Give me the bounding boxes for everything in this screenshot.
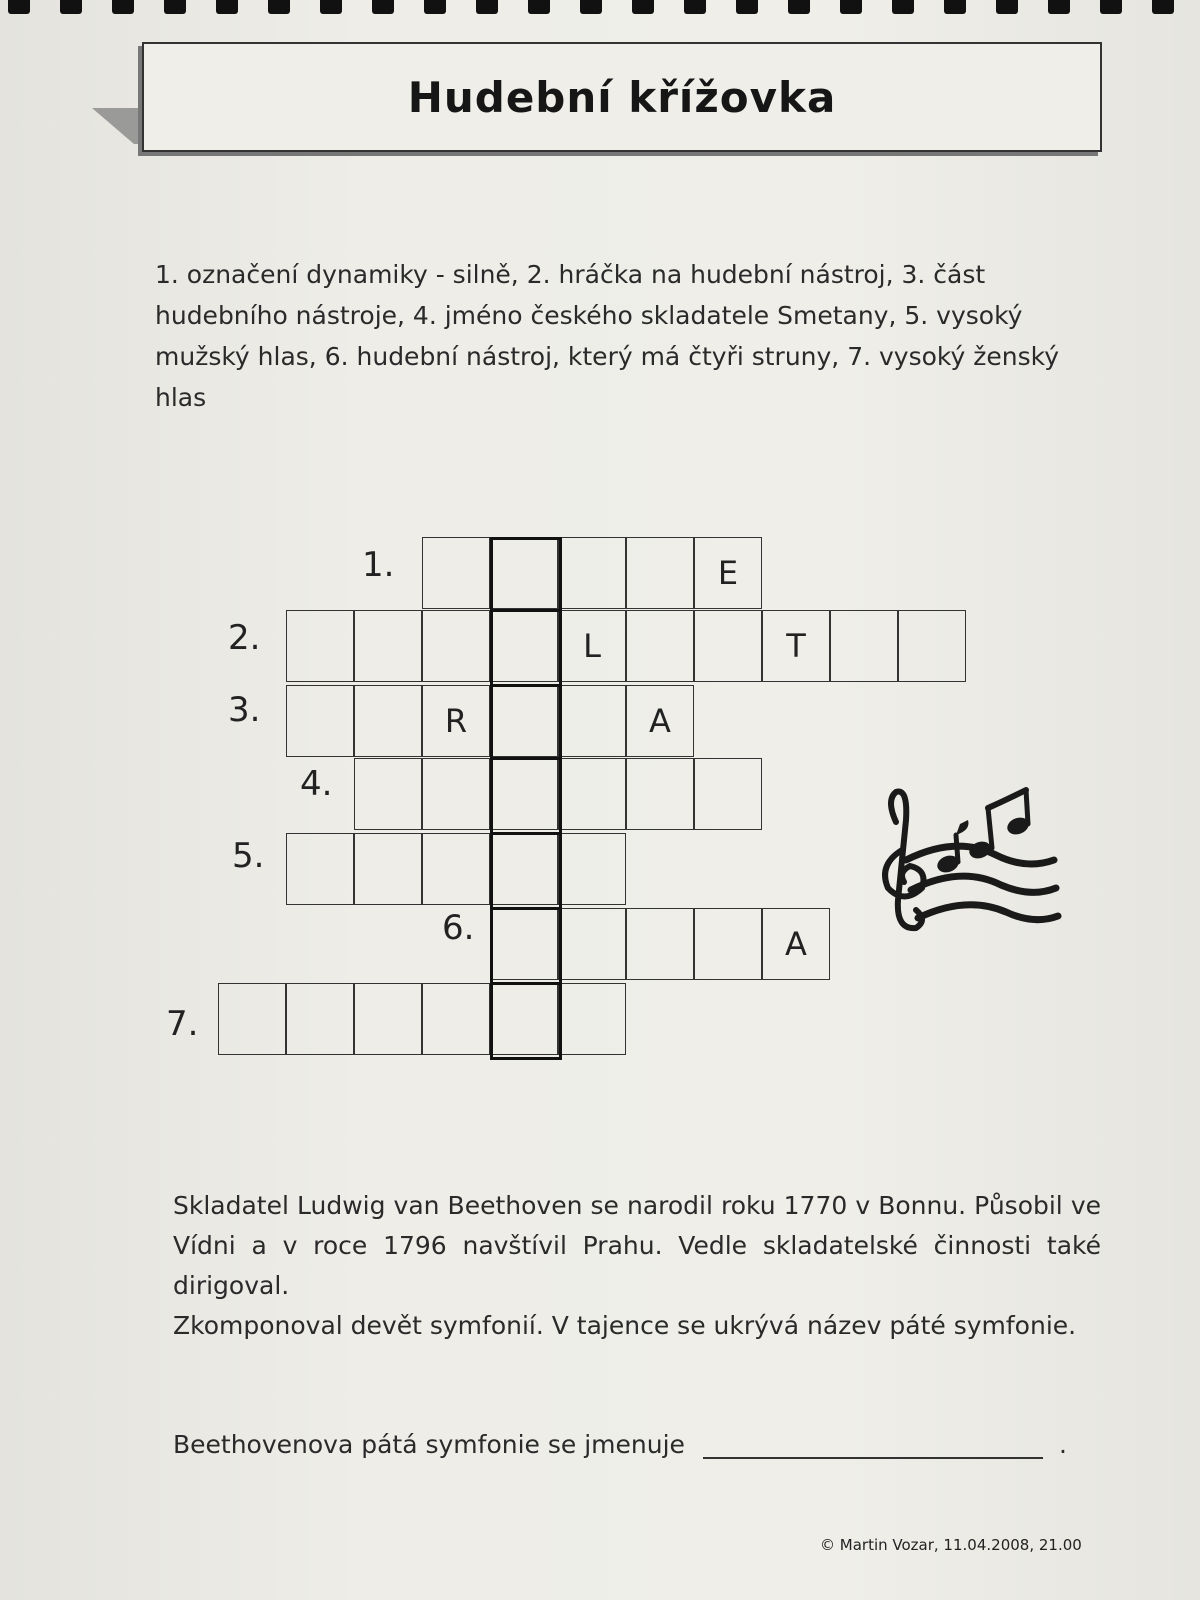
row-number-2: 2. — [228, 618, 261, 658]
crossword-cell[interactable] — [422, 610, 490, 682]
crossword-cell-letter: T — [762, 610, 830, 682]
crossword-cell[interactable] — [490, 908, 558, 980]
crossword-cell[interactable] — [626, 610, 694, 682]
crossword-cell[interactable] — [558, 758, 626, 830]
crossword-cell[interactable] — [490, 537, 558, 609]
crossword-cell[interactable] — [490, 685, 558, 757]
answer-blank[interactable] — [703, 1435, 1043, 1459]
answer-prompt: Beethovenova pátá symfonie se jmenuje — [173, 1430, 685, 1459]
crossword-cell[interactable] — [694, 908, 762, 980]
answer-line — [173, 1430, 1113, 1459]
crossword-cell[interactable] — [558, 537, 626, 609]
crossword-cell[interactable] — [558, 685, 626, 757]
crossword-cell-letter: A — [762, 908, 830, 980]
crossword-cell[interactable] — [286, 610, 354, 682]
crossword-cell[interactable] — [626, 758, 694, 830]
crossword-cell[interactable] — [490, 983, 558, 1055]
crossword-cell[interactable] — [286, 685, 354, 757]
row-number-1: 1. — [362, 545, 395, 585]
crossword-cell[interactable] — [422, 983, 490, 1055]
crossword-cell-letter: R — [422, 685, 490, 757]
bio-paragraph-2: Zkomponoval devět symfonií. V tajence se ukrývá název páté symfonie. — [173, 1311, 1077, 1340]
crossword-cell[interactable] — [898, 610, 966, 682]
crossword-cell-letter: E — [694, 537, 762, 609]
crossword-cell[interactable] — [694, 610, 762, 682]
row-number-7: 7. — [166, 1004, 199, 1044]
crossword-cell[interactable] — [286, 983, 354, 1055]
crossword-cell[interactable] — [354, 833, 422, 905]
crossword-cell[interactable] — [490, 833, 558, 905]
crossword-cell[interactable] — [626, 908, 694, 980]
crossword-cell[interactable] — [490, 610, 558, 682]
music-notes-treble-clef-icon — [876, 780, 1062, 960]
answer-period: . — [1058, 1430, 1067, 1459]
crossword-cell[interactable] — [626, 537, 694, 609]
row-number-5: 5. — [232, 836, 265, 876]
crossword-cell[interactable] — [422, 758, 490, 830]
crossword-cell[interactable] — [558, 833, 626, 905]
row-number-6: 6. — [442, 908, 475, 948]
crossword-cell[interactable] — [422, 833, 490, 905]
crossword-cell[interactable] — [354, 758, 422, 830]
crossword-cell[interactable] — [422, 537, 490, 609]
crossword-cell[interactable] — [354, 610, 422, 682]
crossword-cell[interactable] — [558, 983, 626, 1055]
crossword-cell-letter: L — [558, 610, 626, 682]
clues-text: 1. označení dynamiky - silně, 2. hráčka na hudební nástroj, 3. část hudebního nástroje, 4. jméno českého skladatele Smetany, 5. vysoký mužský hlas, 6. hudební nástroj, který má čtyři struny, 7. vysoký ženský hlas — [155, 260, 1059, 412]
crossword-cell-letter: A — [626, 685, 694, 757]
crossword-cell[interactable] — [218, 983, 286, 1055]
copyright-footer: © Martin Vozar, 11.04.2008, 21.00 — [820, 1536, 1082, 1554]
bio-paragraph-1: Skladatel Ludwig van Beethoven se narodil roku 1770 v Bonnu. Působil ve Vídni a v roce 1796 navštívil Prahu. Vedle skladatelské činnosti také dirigoval. — [173, 1191, 1101, 1300]
crossword-cell[interactable] — [830, 610, 898, 682]
row-number-4: 4. — [300, 764, 333, 804]
crossword-cell[interactable] — [694, 758, 762, 830]
crossword-cell[interactable] — [354, 685, 422, 757]
beethoven-text — [173, 1186, 1101, 1346]
page-title: Hudební křížovka — [407, 72, 837, 122]
crossword-cell[interactable] — [286, 833, 354, 905]
row-number-3: 3. — [228, 690, 261, 730]
crossword-cell[interactable] — [490, 758, 558, 830]
crossword-cell[interactable] — [558, 908, 626, 980]
crossword-cell[interactable] — [354, 983, 422, 1055]
